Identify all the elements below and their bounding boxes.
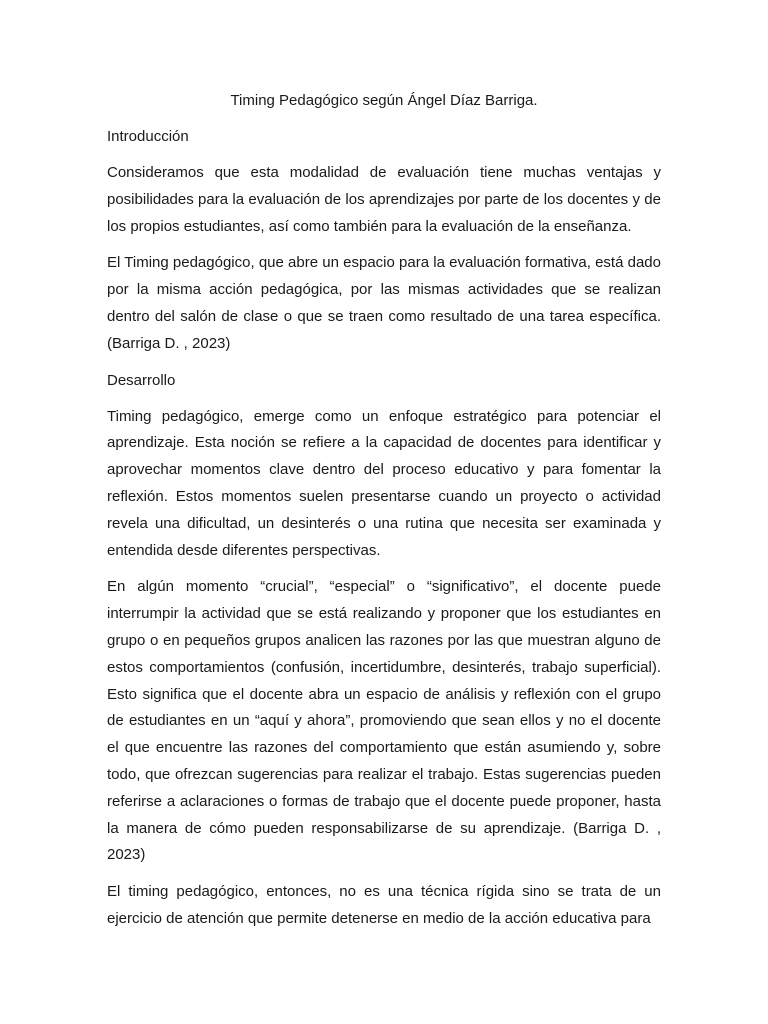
paragraph: Timing pedagógico, emerge como un enfoque estratégico para potenciar el aprendizaje. Esta noción se refiere a la capacidad de docentes para identificar y aprovechar momentos clave dentro del proceso educativo y para fomentar la reflexión. Estos momentos suelen presentarse cuando un proyecto o actividad revela una dificultad, un desinterés o una rutina que necesita ser examinada y entendida desde diferentes perspectivas. [107, 407, 661, 559]
document-page [107, 88, 661, 943]
paragraph: El timing pedagógico, entonces, no es una técnica rígida sino se trata de un ejercicio de atención que permite detenerse en medio de la acción educativa para [107, 883, 661, 927]
document-title: Timing Pedagógico según Ángel Díaz Barriga. [230, 92, 538, 109]
paragraph: En algún momento “crucial”, “especial” o “significativo”, el docente puede interrumpir la actividad que se está realizando y proponer que los estudiantes en grupo o en pequeños grupos analicen las razones por las que muestran alguno de estos comportamientos (confusión, incertidumbre, desinterés, trabajo superficial). Esto significa que el docente abra un espacio de análisis y reflexión con el grupo de estudiantes en un “aquí y ahora”, promoviendo que sean ellos y no el docente el que encuentre las razones del comportamiento que están asumiendo y, sobre todo, que ofrezcan sugerencias para realizar el trabajo. Estas sugerencias pueden referirse a aclaraciones o formas de trabajo que el docente puede proponer, hasta la manera de cómo pueden responsabilizarse de su aprendizaje. (Barriga D. , 2023) [107, 578, 661, 864]
section-heading-introduction: Introducción [107, 128, 189, 145]
paragraph: Consideramos que esta modalidad de evaluación tiene muchas ventajas y posibilidades para la evaluación de los aprendizajes por parte de los docentes y de los propios estudiantes, así como también para la evaluación de la enseñanza. [107, 164, 661, 235]
section-heading-development: Desarrollo [107, 371, 176, 389]
paragraph: El Timing pedagógico, que abre un espacio para la evaluación formativa, está dado por la misma acción pedagógica, por las mismas actividades que se realizan dentro del salón de clase o que se traen como resultado de una tarea específica. (Barriga D. , 2023) [107, 254, 661, 352]
